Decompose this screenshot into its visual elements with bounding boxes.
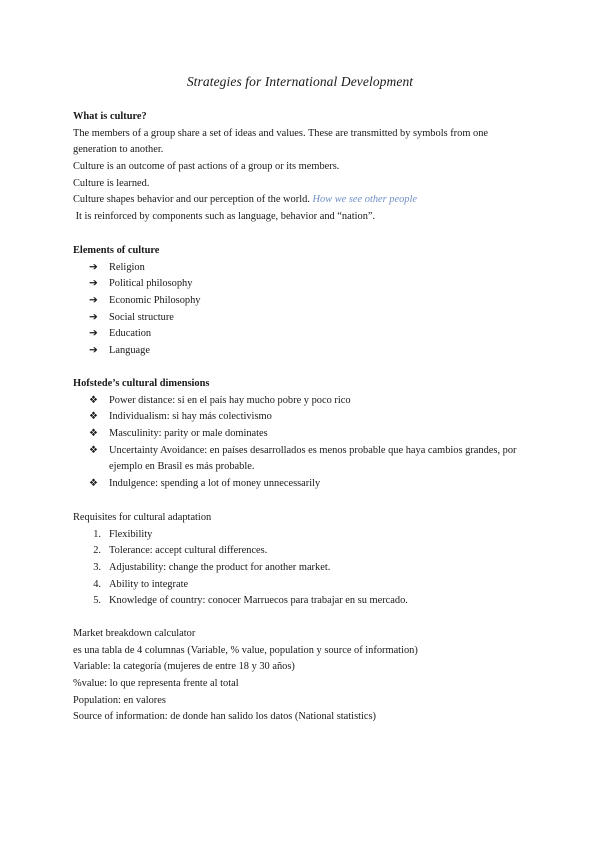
list-item: 3. Adjustability: change the product for another market. xyxy=(73,560,543,577)
section-heading: Elements of culture xyxy=(73,245,160,256)
how-we-see-other-people-link[interactable]: How we see other people xyxy=(312,194,417,206)
diamond-bullet-icon: ❖ xyxy=(89,478,98,490)
paragraph-line: Source of information: de donde han salido los datos (National statistics) xyxy=(73,711,376,723)
list-item: ➔ Language xyxy=(73,343,543,360)
section-requisites xyxy=(73,510,543,610)
diamond-bullet-icon: ❖ xyxy=(89,394,98,406)
diamond-bullet-icon: ❖ xyxy=(89,411,98,423)
list-item: ➔ Religion xyxy=(73,260,543,277)
paragraph-line: The members of a group share a set of ideas and values. These are transmitted by symbols from one xyxy=(73,127,489,139)
arrow-bullet-icon: ➔ xyxy=(89,261,98,273)
list-item: ❖ Uncertainty Avoidance: en países desarrollados es menos probable que haya cambios grandes, por ejemplo en Brasil es más probable. xyxy=(89,444,517,473)
list-item: 2. Tolerance: accept cultural differences. xyxy=(73,543,543,560)
paragraph-line: Culture is an outcome of past actions of a group or its members. xyxy=(73,161,340,173)
list-item: ➔ Education xyxy=(73,326,543,343)
paragraph-line: Culture is learned. xyxy=(73,177,150,189)
section-heading: What is culture? xyxy=(73,111,147,122)
list-item: ❖ Masculinity: parity or male dominates xyxy=(73,426,543,443)
arrow-bullet-icon: ➔ xyxy=(89,311,98,323)
paragraph-line: %value: lo que representa frente al total xyxy=(73,678,239,690)
section-hofstede-dimensions xyxy=(73,376,543,493)
paragraph-line: It is reinforced by components such as language, behavior and “nation”. xyxy=(73,211,376,223)
list-item: ➔ Economic Philosophy xyxy=(73,293,543,310)
section-elements-of-culture xyxy=(73,243,543,360)
document-title: Strategies for International Development xyxy=(186,74,414,89)
diamond-bullet-icon: ❖ xyxy=(89,444,98,456)
paragraph-line: Population: en valores xyxy=(73,694,166,706)
arrow-bullet-icon: ➔ xyxy=(89,328,98,340)
list-item: ❖ Power distance: si en el país hay mucho pobre y poco rico xyxy=(73,393,543,410)
list-item: ➔ Social structure xyxy=(73,310,543,327)
section-heading: Requisites for cultural adaptation xyxy=(73,512,212,523)
arrow-bullet-icon: ➔ xyxy=(89,345,98,357)
paragraph-line: Variable: la categoría (mujeres de entre 18 y 30 años) xyxy=(73,661,295,673)
paragraph-line: es una tabla de 4 columnas (Variable, % value, population y source of information) xyxy=(73,644,418,656)
paragraph-text: Culture shapes behavior and our perception of the world. xyxy=(73,194,310,206)
list-item: 1. Flexibility xyxy=(73,527,543,544)
diamond-bullet-icon: ❖ xyxy=(89,428,98,440)
list-number: 3. xyxy=(93,562,101,574)
list-item: ❖ Indulgence: spending a lot of money unnecessarily xyxy=(73,476,543,493)
list-number: 2. xyxy=(93,545,101,557)
list-number: 5. xyxy=(93,595,101,607)
list-item: ➔ Political philosophy xyxy=(73,276,543,293)
list-number: 1. xyxy=(93,528,101,540)
paragraph-line: Market breakdown calculator xyxy=(73,628,196,639)
paragraph-line: generation to another. xyxy=(73,144,164,156)
list-item: 5. Knowledge of country: conocer Marruecos para trabajar en su mercado. xyxy=(73,593,543,610)
list-item: ❖ Individualism: si hay más colectivismo xyxy=(73,409,543,426)
section-heading: Hofstede’s cultural dimensions xyxy=(73,378,210,389)
paragraph-line xyxy=(73,192,543,209)
section-what-is-culture xyxy=(73,109,543,226)
list-item: 4. Ability to integrate xyxy=(73,577,543,594)
section-market-breakdown xyxy=(73,626,543,726)
list-number: 4. xyxy=(93,578,101,590)
arrow-bullet-icon: ➔ xyxy=(89,278,98,290)
arrow-bullet-icon: ➔ xyxy=(89,295,98,307)
